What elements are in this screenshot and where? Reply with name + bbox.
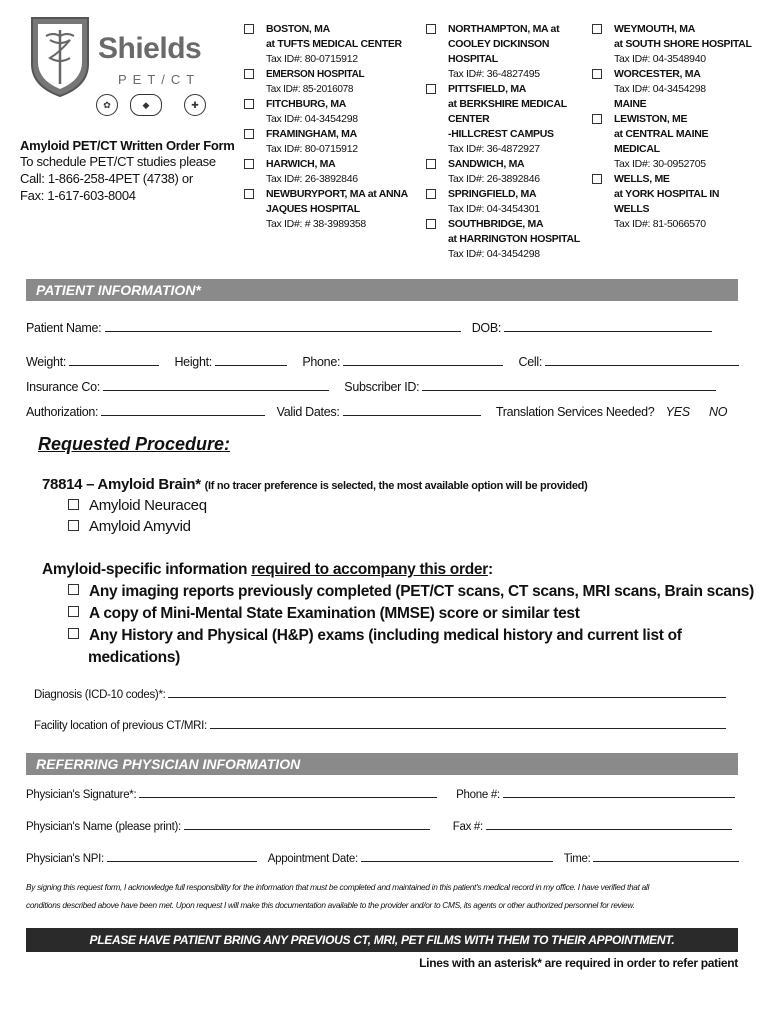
location-pittsfield[interactable]: PITTSFIELD, MA at BERKSHIRE MEDICAL CENTER -HILLCREST CAMPUS Tax ID#: 36-4872927 [426,82,596,157]
location-checkbox[interactable] [426,24,436,34]
locations-column-2 [426,22,596,262]
vitals-row: Weight: Height: Phone: Cell: [26,354,739,369]
location-checkbox[interactable] [426,219,436,229]
schedule-line: To schedule PET/CT studies please [20,154,216,169]
location-sandwich[interactable]: SANDWICH, MA Tax ID#: 26-3892846 [426,157,596,187]
procedure-code: 78814 – Amyloid Brain* (If no tracer preference is selected, the most available option will be provided) [42,476,588,493]
amyloid-item-mmse[interactable]: A copy of Mini-Mental State Examination (MMSE) score or similar test [68,605,580,623]
dob-field[interactable] [504,320,712,332]
authorization-row: Authorization: Valid Dates: Translation Services Needed? YES NO [26,405,728,419]
disclaimer-line-2: conditions described above have been met. Upon request I will make this documentation available to the provider and/or to CMS, its agents or other authorized personnel for review. [26,900,635,910]
requested-procedure-title: Requested Procedure: [38,434,231,454]
location-lewiston[interactable]: MAINE LEWISTON, ME at CENTRAL MAINE MEDICAL Tax ID#: 30-0952705 [592,97,762,172]
location-worcester[interactable]: WORCESTER, MA Tax ID#: 04-3454298 [592,67,762,97]
amyvid-checkbox[interactable] [68,520,79,531]
location-checkbox[interactable] [592,24,602,34]
fax-field[interactable] [486,818,732,830]
bring-films-banner: PLEASE HAVE PATIENT BRING ANY PREVIOUS CT, MRI, PET FILMS WITH THEM TO THEIR APPOINTMENT. [26,928,738,952]
disclaimer-line-1: By signing this request form, I acknowledge full responsibility for the information that must be completed and maintained in this patient's medical record in my office. I have verified that all [26,882,649,892]
amyloid-item-hp[interactable]: Any History and Physical (H&P) exams (including medical history and current list of [68,627,682,645]
signature-field[interactable] [139,786,437,798]
patient-name-field[interactable] [105,320,461,332]
location-checkbox[interactable] [592,174,602,184]
partner-logo-1-icon: ✿ [96,94,118,116]
npi-row: Physician's NPI: Appointment Date: Time: [26,850,739,865]
location-checkbox[interactable] [244,99,254,109]
location-checkbox[interactable] [244,129,254,139]
facility-row: Facility location of previous CT/MRI: [34,717,726,732]
authorization-field[interactable] [101,404,265,416]
location-springfield[interactable]: SPRINGFIELD, MA Tax ID#: 04-3454301 [426,187,596,217]
translation-yes[interactable]: YES [665,405,690,419]
location-checkbox[interactable] [244,189,254,199]
neuraceq-checkbox[interactable] [68,499,79,510]
option-neuraceq[interactable]: Amyloid Neuraceq [68,497,207,514]
physician-phone-field[interactable] [503,786,735,798]
partner-logo-3-icon: ✚ [184,94,206,116]
height-field[interactable] [215,354,287,366]
location-checkbox[interactable] [244,159,254,169]
location-newburyport[interactable]: NEWBURYPORT, MA at ANNA JAQUES HOSPITAL Tax ID#: # 38-3989358 [244,187,424,232]
imaging-checkbox[interactable] [68,584,79,595]
facility-field[interactable] [210,717,726,729]
subscriber-id-field[interactable] [422,379,716,391]
patient-info-header: PATIENT INFORMATION* [26,279,738,301]
location-northampton[interactable]: NORTHAMPTON, MA at COOLEY DICKINSON HOSPITAL Tax ID#: 36-4827495 [426,22,596,82]
location-southbridge[interactable]: SOUTHBRIDGE, MA at HARRINGTON HOSPITAL Tax ID#: 04-3454298 [426,217,596,262]
location-checkbox[interactable] [592,69,602,79]
location-fitchburg[interactable]: FITCHBURG, MA Tax ID#: 04-3454298 [244,97,424,127]
phone-field[interactable] [343,354,503,366]
location-wells[interactable]: WELLS, ME at YORK HOSPITAL IN WELLS Tax ID#: 81-5066570 [592,172,762,232]
form-title: Amyloid PET/CT Written Order Form [20,138,235,153]
logo-subtitle: PET/CT [118,72,201,87]
cell-field[interactable] [545,354,739,366]
logo-wordmark: Shields [98,32,202,65]
translation-no[interactable]: NO [708,405,728,419]
location-checkbox[interactable] [244,24,254,34]
option-amyvid[interactable]: Amyloid Amyvid [68,518,191,535]
procedure-note: (If no tracer preference is selected, the most available option will be provided) [204,480,588,492]
location-weymouth[interactable]: WEYMOUTH, MA at SOUTH SHORE HOSPITAL Tax ID#: 04-3548940 [592,22,762,67]
location-harwich[interactable]: HARWICH, MA Tax ID#: 26-3892846 [244,157,424,187]
location-checkbox[interactable] [592,114,602,124]
hp-checkbox[interactable] [68,628,79,639]
physician-name-field[interactable] [184,818,430,830]
locations-column-1 [244,22,424,232]
mmse-checkbox[interactable] [68,606,79,617]
location-checkbox[interactable] [426,189,436,199]
phone-line: Call: 1-866-258-4PET (4738) or [20,171,193,186]
location-boston[interactable]: BOSTON, MA at TUFTS MEDICAL CENTER Tax ID#: 80-0715912 [244,22,424,67]
location-framingham[interactable]: FRAMINGHAM, MA Tax ID#: 80-0715912 [244,127,424,157]
location-checkbox[interactable] [244,69,254,79]
valid-dates-field[interactable] [343,404,481,416]
amyloid-info-title: Amyloid-specific information required to accompany this order: [42,561,493,578]
physician-info-header: REFERRING PHYSICIAN INFORMATION [26,753,738,775]
location-checkbox[interactable] [426,84,436,94]
required-note: Lines with an asterisk* are required in order to refer patient [419,956,738,970]
amyloid-item-hp-cont: medications) [88,649,181,666]
locations-column-3 [592,22,762,232]
diagnosis-field[interactable] [168,686,726,698]
time-field[interactable] [593,850,739,862]
insurance-field[interactable] [103,379,329,391]
amyloid-item-imaging[interactable]: Any imaging reports previously completed (PET/CT scans, CT scans, MRI scans, Brain scans) [68,583,754,601]
location-checkbox[interactable] [426,159,436,169]
fax-line: Fax: 1-617-603-8004 [20,188,136,203]
signature-row: Physician's Signature*: Phone #: [26,786,735,801]
diagnosis-row: Diagnosis (ICD-10 codes)*: [34,686,726,701]
appointment-date-field[interactable] [361,850,553,862]
shields-logo-icon [28,14,92,98]
physician-name-row: Physician's Name (please print): Fax #: [26,818,732,833]
patient-name-row: Patient Name: DOB: [26,320,712,335]
weight-field[interactable] [69,354,159,366]
partner-logo-2-icon: ◆ [130,94,162,116]
location-emerson[interactable]: EMERSON HOSPITAL Tax ID#: 85-2016078 [244,67,424,97]
npi-field[interactable] [107,850,257,862]
insurance-row: Insurance Co: Subscriber ID: [26,379,716,394]
